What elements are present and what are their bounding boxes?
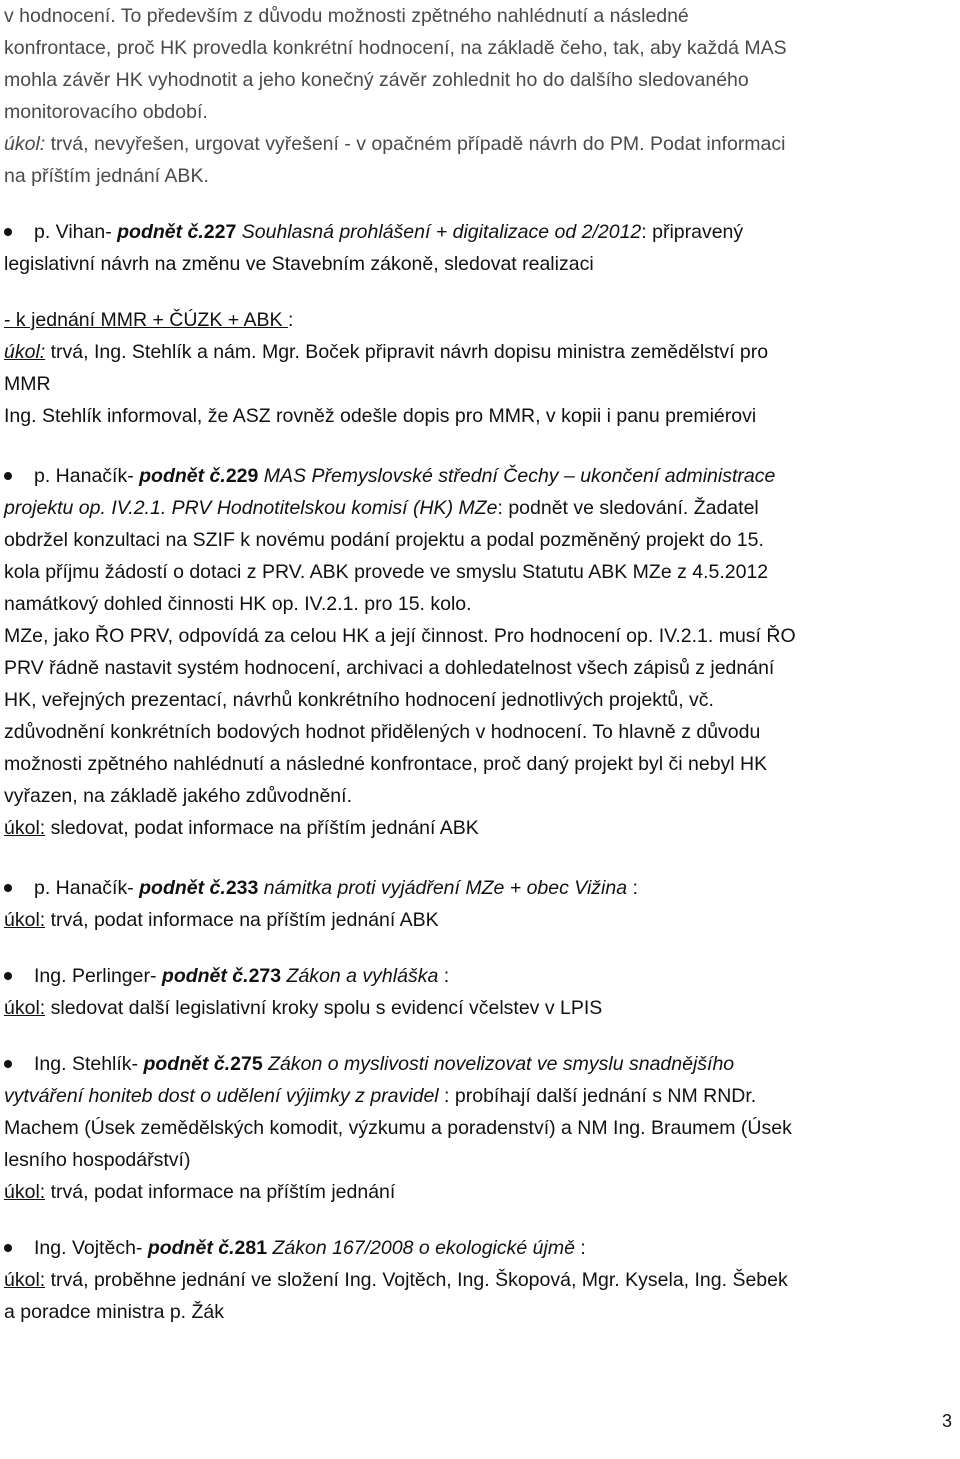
task-line bbox=[4, 128, 956, 160]
item-text: : připravený bbox=[641, 221, 744, 243]
item-281 bbox=[4, 1232, 956, 1328]
task-text: trvá, Ing. Stehlík a nám. Mgr. Boček připravit návrh dopisu ministra zemědělství pro bbox=[45, 341, 769, 363]
reference-number: 227 bbox=[203, 221, 237, 243]
item-227 bbox=[4, 216, 956, 432]
text-line: vyřazen, na základě jakého zdůvodnění. bbox=[4, 785, 352, 807]
reference-label: podnět č. bbox=[161, 965, 249, 987]
bullet-item-header bbox=[4, 1048, 956, 1080]
task-line bbox=[4, 992, 956, 1024]
text-line: MMR bbox=[4, 373, 51, 395]
task-line bbox=[4, 904, 956, 936]
text-line: kola příjmu žádostí o dotaci z PRV. ABK provede ve smyslu Statutu ABK MZe z 4.5.2012 bbox=[4, 561, 769, 583]
text-line: v hodnocení. To především z důvodu možnosti zpětného nahlédnutí a následné bbox=[4, 5, 689, 27]
item-233 bbox=[4, 872, 956, 936]
item-title: Zákon a vyhláška bbox=[281, 965, 439, 987]
task-label: úkol: bbox=[4, 997, 46, 1019]
meeting-line bbox=[4, 304, 956, 336]
task-label: úkol: bbox=[4, 1181, 46, 1203]
text-line bbox=[4, 1080, 956, 1112]
reference-number: 273 bbox=[248, 965, 282, 987]
task-label: úkol: bbox=[4, 1269, 46, 1291]
reference-number: 229 bbox=[225, 465, 259, 487]
reference-label: podnět č. bbox=[143, 1053, 231, 1075]
text-line: lesního hospodářství) bbox=[4, 1149, 191, 1171]
bullet-item-header bbox=[4, 216, 956, 248]
item-title: Zákon o myslivosti novelizovat ve smyslu snadnějšího bbox=[262, 1053, 735, 1075]
person-name: p. Hanačík- bbox=[34, 465, 140, 487]
item-title: námitka proti vyjádření MZe + obec Vižina bbox=[258, 877, 628, 899]
task-text: trvá, nevyřešen, urgovat vyřešení - v opačném případě návrh do PM. Podat informaci bbox=[45, 133, 786, 155]
bullet-item-header bbox=[4, 960, 956, 992]
document-page bbox=[4, 0, 956, 1328]
item-title: projektu op. IV.2.1. PRV Hodnotitelskou komisí (HK) MZe bbox=[4, 497, 498, 519]
colon: : bbox=[287, 309, 294, 331]
text-line: Machem (Úsek zemědělských komodit, výzkumu a poradenství) a NM Ing. Braumem (Úsek bbox=[4, 1117, 792, 1139]
item-229 bbox=[4, 460, 956, 844]
item-text: : bbox=[627, 877, 638, 899]
task-label: úkol: bbox=[4, 133, 46, 155]
text-line: Ing. Stehlík informoval, že ASZ rovněž odešle dopis pro MMR, v kopii i panu premiérovi bbox=[4, 405, 757, 427]
page-number: 3 bbox=[941, 1411, 952, 1431]
item-text: : podnět ve sledování. Žadatel bbox=[497, 497, 759, 519]
bullet-item-header bbox=[4, 872, 956, 904]
person-name: p. Hanačík- bbox=[34, 877, 140, 899]
text-line: namátkový dohled činnosti HK op. IV.2.1. pro 15. kolo. bbox=[4, 593, 472, 615]
reference-label: podnět č. bbox=[147, 1237, 235, 1259]
item-title: Souhlasná prohlášení + digitalizace od 2/2012 bbox=[236, 221, 642, 243]
reference-number: 281 bbox=[234, 1237, 268, 1259]
text-line: HK, veřejných prezentací, návrhů konkrétního hodnocení jednotlivých projektů, vč. bbox=[4, 689, 714, 711]
person-name: Ing. Perlinger- bbox=[34, 965, 162, 987]
item-title: Zákon 167/2008 o ekologické újmě bbox=[267, 1237, 575, 1259]
task-label: úkol: bbox=[4, 817, 46, 839]
text-line: zdůvodnění konkrétních bodových hodnot přidělených v hodnocení. To hlavně z důvodu bbox=[4, 721, 761, 743]
task-text: sledovat, podat informace na příštím jednání ABK bbox=[45, 817, 479, 839]
person-name: Ing. Vojtěch- bbox=[34, 1237, 148, 1259]
task-line bbox=[4, 1176, 956, 1208]
text-line: obdržel konzultaci na SZIF k novému podání projektu a podal pozměněný projekt do 15. bbox=[4, 529, 764, 551]
item-title: vytváření honiteb dost o udělení výjimky z pravidel bbox=[4, 1085, 439, 1107]
text-line: monitorovacího období. bbox=[4, 101, 208, 123]
item-273 bbox=[4, 960, 956, 1024]
bullet-item-header bbox=[4, 460, 956, 492]
task-line bbox=[4, 1264, 956, 1296]
reference-number: 275 bbox=[230, 1053, 263, 1075]
person-name: Ing. Stehlík- bbox=[34, 1053, 144, 1075]
item-275 bbox=[4, 1048, 956, 1208]
text-line: legislativní návrh na změnu ve Stavebním zákoně, sledovat realizaci bbox=[4, 253, 594, 275]
item-text: : bbox=[438, 965, 450, 987]
text-line: PRV řádně nastavit systém hodnocení, archivaci a dohledatelnost všech zápisů z jednání bbox=[4, 657, 775, 679]
task-line: na příštím jednání ABK. bbox=[4, 165, 209, 187]
item-title: MAS Přemyslovské střední Čechy – ukončení administrace bbox=[258, 465, 776, 487]
task-text: trvá, podat informace na příštím jednání bbox=[45, 1181, 396, 1203]
intro-paragraph bbox=[4, 0, 956, 192]
task-text: trvá, proběhne jednání ve složení Ing. Vojtěch, Ing. Škopová, Mgr. Kysela, Ing. Šebek bbox=[45, 1269, 788, 1291]
task-text: sledovat další legislativní kroky spolu s evidencí včelstev v LPIS bbox=[45, 997, 603, 1019]
reference-label: podnět č. bbox=[139, 465, 226, 487]
text-line: mohla závěr HK vyhodnotit a jeho konečný závěr zohlednit ho do dalšího sledovaného bbox=[4, 69, 749, 91]
bullet-item-header bbox=[4, 1232, 956, 1264]
reference-number: 233 bbox=[225, 877, 259, 899]
task-label: úkol: bbox=[4, 341, 46, 363]
reference-label: podnět č. bbox=[139, 877, 226, 899]
reference-label: podnět č. bbox=[117, 221, 204, 243]
task-line bbox=[4, 812, 956, 844]
text-line: MZe, jako ŘO PRV, odpovídá za celou HK a její činnost. Pro hodnocení op. IV.2.1. musí ŘO bbox=[4, 625, 796, 647]
text-line: možnosti zpětného nahlédnutí a následné konfrontace, proč daný projekt byl či nebyl HK bbox=[4, 753, 768, 775]
person-name: p. Vihan- bbox=[34, 221, 118, 243]
text-line bbox=[4, 492, 956, 524]
task-line bbox=[4, 336, 956, 368]
text-line: konfrontace, proč HK provedla konkrétní hodnocení, na základě čeho, tak, aby každá MAS bbox=[4, 37, 787, 59]
text-line: a poradce ministra p. Žák bbox=[4, 1301, 225, 1323]
task-label: úkol: bbox=[4, 909, 46, 931]
task-text: trvá, podat informace na příštím jednání ABK bbox=[45, 909, 439, 931]
meeting-text: - k jednání MMR + ČÚZK + ABK bbox=[4, 309, 288, 331]
item-text: : probíhají další jednání s NM RNDr. bbox=[438, 1085, 757, 1107]
item-text: : bbox=[574, 1237, 586, 1259]
